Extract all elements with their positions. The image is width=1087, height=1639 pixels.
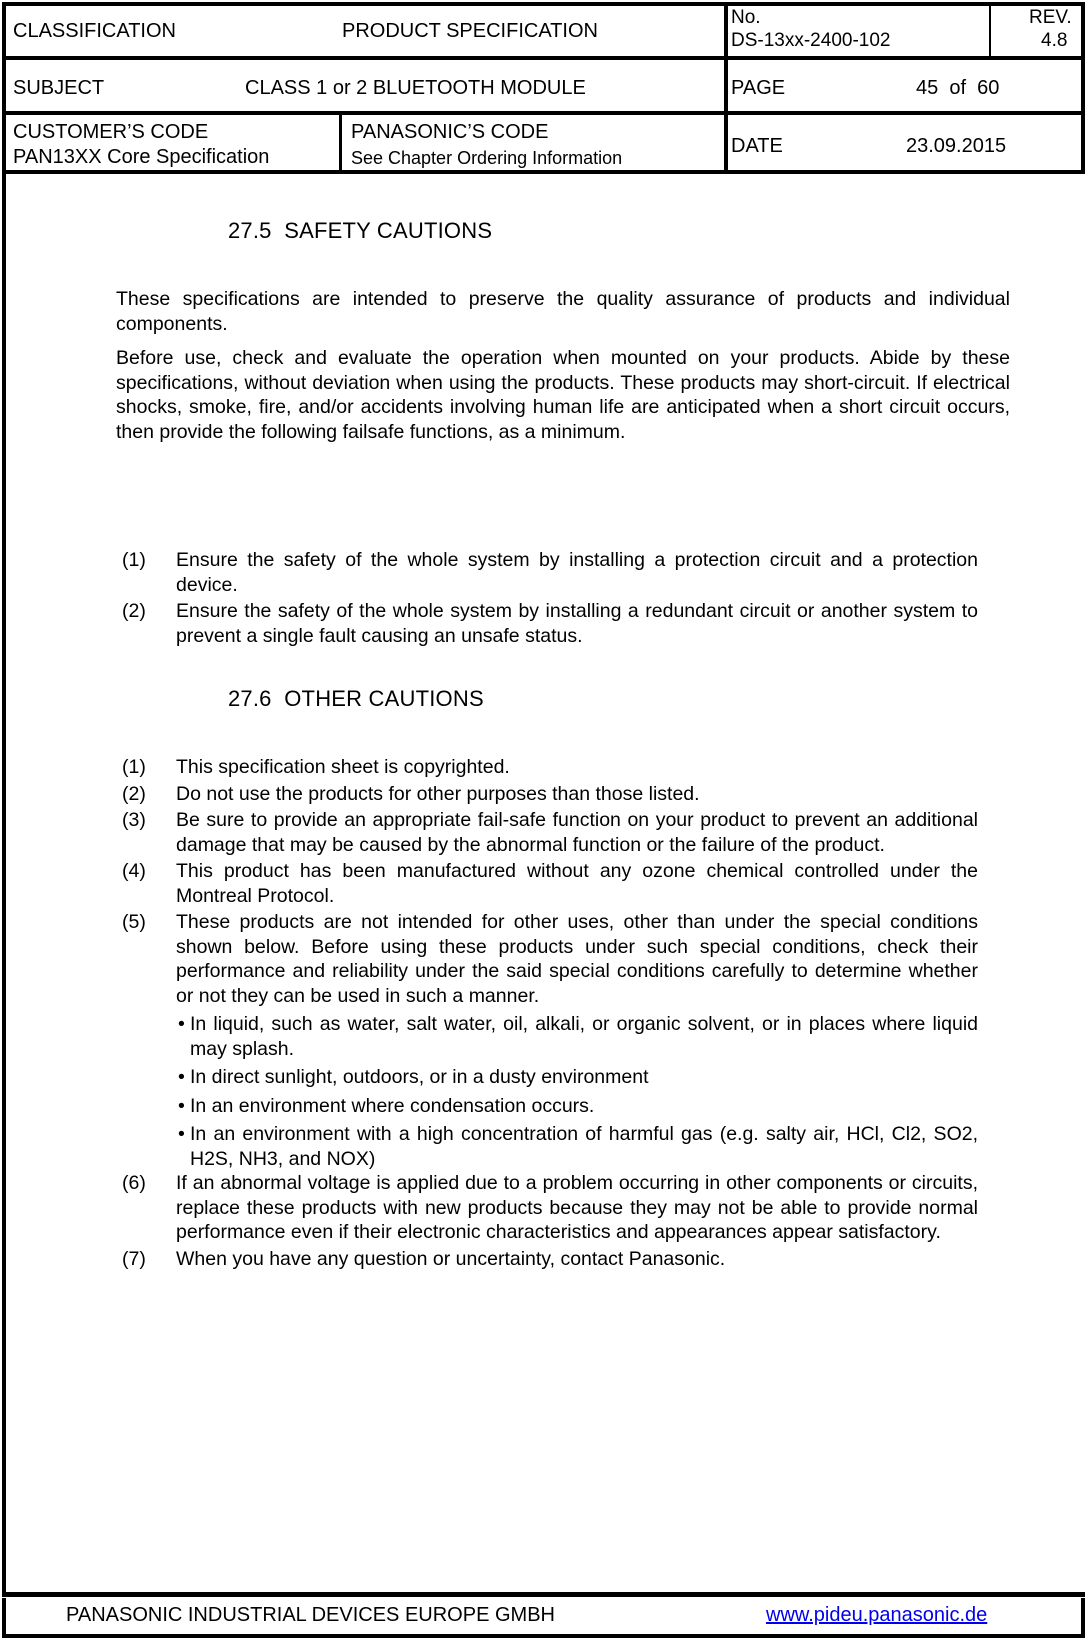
list-text: Be sure to provide an appropriate fail-safe function on your product to prevent an additional damage that may be caused by the abnormal function or the failure of the product. [176,809,978,856]
list-number: (2) [122,782,146,805]
footer-company-name: PANASONIC INDUSTRIAL DEVICES EUROPE GMBH [66,1604,555,1626]
list-item [122,599,978,648]
section-number: 27.5 [228,218,272,243]
list-item [122,808,978,857]
section-title: SAFETY CAUTIONS [284,218,493,243]
footer-bottom-border [2,1634,1085,1638]
list-number: (1) [122,549,146,571]
list-text: These products are not intended for other uses, other than under the special conditions shown below. Before using these products under such special conditions, check their performance and reliability under the said special conditions carefully to determine whether or not they can be used in such a manner. [176,911,978,1007]
list-number: (7) [122,1247,146,1270]
list-item [122,1171,978,1245]
panasonic-code-value: See Chapter Ordering Information [351,148,623,168]
section-heading-safety [228,218,492,244]
classification-label: CLASSIFICATION [13,20,176,42]
list-text: If an abnormal voltage is applied due to a problem occurring in other components or circuits, replace these products with new products because they may not be able to provide normal performance even if their electronic characteristics and appearances appear satisfactory. [176,1172,978,1243]
list-item [122,1247,978,1272]
panasonic-code-label: PANASONIC’S CODE [351,121,549,143]
footer-website-link[interactable]: www.pideu.panasonic.de [766,1604,988,1626]
date-label: DATE [731,135,783,157]
list-text: This specification sheet is copyrighted. [176,756,510,778]
list-text: Ensure the safety of the whole system by installing a redundant circuit or another system to prevent a single fault causing an unsafe status. [176,600,978,647]
date-value: 23.09.2015 [906,135,1007,157]
list-item [122,782,978,807]
section-number: 27.6 [228,686,272,711]
subject-value: CLASS 1 or 2 BLUETOOTH MODULE [245,77,586,99]
header-row-divider [2,111,1085,115]
section-heading-other [228,686,484,712]
customer-code-value: PAN13XX Core Specification [13,146,270,168]
bullet-icon: • [178,1013,185,1035]
header-row-divider [2,56,1085,60]
section-title: OTHER CAUTIONS [284,686,484,711]
page-label: PAGE [731,77,786,99]
bullet-item [176,1065,978,1090]
bullet-item [176,1122,978,1171]
page-left-border [2,170,6,1594]
list-number: (5) [122,911,146,933]
list-item [122,910,978,1008]
list-text: Ensure the safety of the whole system by installing a protection circuit and a protection device. [176,549,978,596]
list-number: (6) [122,1172,146,1194]
list-text: Do not use the products for other purposes than those listed. [176,782,700,805]
safety-paragraph-1: These specifications are intended to preserve the quality assurance of products and individual components. [116,288,1010,335]
list-number: (1) [122,756,146,778]
safety-list [122,548,978,650]
header-code-divider [339,113,342,173]
header-column-divider [724,2,728,174]
list-number: (3) [122,809,146,831]
bullet-icon: • [178,1066,185,1088]
bullet-icon: • [178,1094,185,1117]
list-text: This product has been manufactured without any ozone chemical controlled under the Montreal Protocol. [176,860,978,907]
list-item [122,755,978,780]
revision-value: 4.8 [1041,30,1068,51]
other-cautions-list [122,755,978,1273]
revision-label: REV. [1029,7,1072,28]
list-number: (4) [122,860,146,882]
footer-top-border [2,1592,1085,1597]
bullet-text: In direct sunlight, outdoors, or in a dusty environment [190,1066,649,1088]
document-number-label: No. [731,7,761,28]
document-number-value: DS-13xx-2400-102 [731,30,891,51]
bullet-item [176,1012,978,1061]
list-text: When you have any question or uncertainty, contact Panasonic. [176,1247,726,1270]
special-conditions-list [122,1012,978,1171]
bullet-text: In liquid, such as water, salt water, oil, alkali, or organic solvent, or in places where liquid may splash. [190,1013,978,1060]
header-rev-divider [989,4,991,58]
list-number: (2) [122,600,146,622]
bullet-icon: • [178,1123,185,1145]
list-item [122,548,978,597]
bullet-text: In an environment where condensation occurs. [190,1094,595,1117]
classification-value: PRODUCT SPECIFICATION [342,20,598,42]
page-number: 45 of 60 [916,77,1000,99]
customer-code-label: CUSTOMER’S CODE [13,121,209,143]
subject-label: SUBJECT [13,77,105,99]
list-item [122,859,978,908]
bullet-item [176,1094,978,1119]
safety-paragraph-2: Before use, check and evaluate the operation when mounted on your products. Abide by these specifications, without deviation when using the products. These products may short-circuit. If electrical shocks, smoke, fire, and/or accidents involving human life are anticipated when a short circuit occurs, then provide the following failsafe functions, as a minimum. [116,347,1010,443]
bullet-text: In an environment with a high concentration of harmful gas (e.g. salty air, HCl, Cl2, SO2, H2S, NH3, and NOX) [190,1123,978,1170]
